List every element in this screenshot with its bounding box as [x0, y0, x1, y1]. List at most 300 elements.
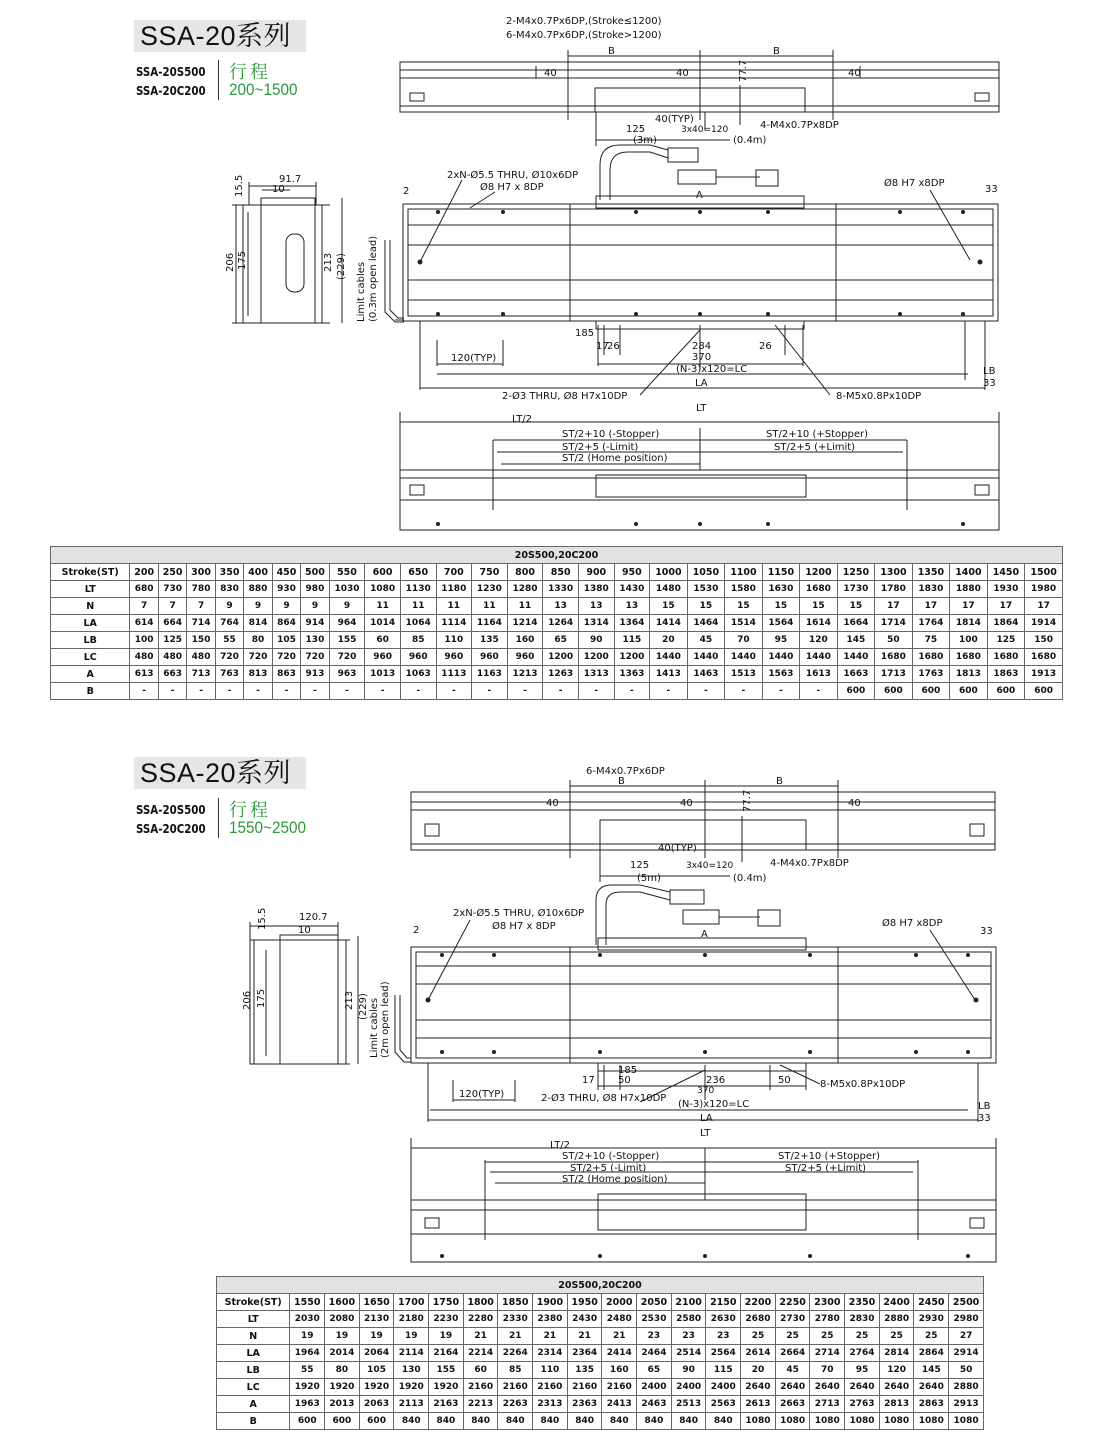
dim-width: 91.7 [279, 174, 302, 185]
dim-206: 206 [242, 990, 253, 1010]
table-row [217, 1362, 984, 1379]
table-cell: 11 [507, 598, 543, 615]
table-cell: - [215, 683, 243, 700]
table-cell: 2450 [914, 1294, 949, 1311]
table-cell: 2763 [845, 1396, 880, 1413]
table-cell: 160 [507, 632, 543, 649]
table-cell: 2780 [810, 1311, 845, 1328]
table-cell: 1600 [325, 1294, 360, 1311]
dim-home: ST/2 (Home position) [562, 1174, 668, 1185]
table-cell: 2764 [845, 1345, 880, 1362]
note-thru3: 2-Ø3 THRU, Ø8 H7x10DP [502, 391, 628, 402]
table-cell: 1063 [400, 666, 436, 683]
table-cell: 155 [329, 632, 365, 649]
table-cell: 1080 [949, 1413, 984, 1430]
table-cell: 450 [272, 564, 300, 581]
table-cell: 19 [325, 1328, 360, 1345]
table-cell: - [130, 683, 158, 700]
tap-4m4: 4-M4x0.7Px8DP [760, 120, 839, 131]
table-cell: 1630 [762, 581, 800, 598]
table-cell: 980 [301, 581, 329, 598]
dim-40-left: 40 [544, 68, 557, 79]
table-cell: 2250 [775, 1294, 810, 1311]
table-cell: 1530 [687, 581, 725, 598]
table-cell: 130 [301, 632, 329, 649]
table-cell: 2713 [810, 1396, 845, 1413]
table-cell: 1680 [950, 649, 988, 666]
table-cell: 1830 [912, 581, 950, 598]
dim-lt2: LT/2 [550, 1140, 571, 1151]
table-cell: 1614 [800, 615, 838, 632]
row-label: LC [51, 649, 130, 666]
table-row [217, 1328, 984, 1345]
dim-40-left: 40 [546, 798, 559, 809]
table-cell: 960 [365, 649, 401, 666]
cable-label-2: (0.3m open lead) [368, 235, 379, 322]
table-cell: 550 [329, 564, 365, 581]
table-cell: 1514 [725, 615, 763, 632]
table-cell: 19 [290, 1328, 325, 1345]
table-cell: 1080 [810, 1413, 845, 1430]
table-cell: 1300 [875, 564, 913, 581]
table-cell: 1914 [1025, 615, 1063, 632]
table-cell: 1080 [775, 1413, 810, 1430]
table-cell: 19 [394, 1328, 429, 1345]
table-cell: 730 [158, 581, 186, 598]
table-cell: 1440 [687, 649, 725, 666]
table-cell: 2150 [706, 1294, 741, 1311]
table-cell: 2030 [290, 1311, 325, 1328]
stroke-label: 行程 [229, 800, 271, 820]
table-cell: 17 [875, 598, 913, 615]
dim-175: 175 [256, 988, 267, 1008]
table-cell: 2864 [914, 1345, 949, 1362]
table-cell: 100 [950, 632, 988, 649]
table-cell: 45 [687, 632, 725, 649]
dim-stop-minus: ST/2+10 (-Stopper) [562, 429, 660, 440]
table-cell: 2264 [498, 1345, 533, 1362]
table-cell: 130 [394, 1362, 429, 1379]
table-cell: 1713 [875, 666, 913, 683]
table-cell: 2363 [567, 1396, 602, 1413]
table-cell: 764 [215, 615, 243, 632]
table-cell: 21 [602, 1328, 637, 1345]
table-row [217, 1345, 984, 1362]
row-label: LA [51, 615, 130, 632]
table-cell: 1000 [650, 564, 688, 581]
table-cell: 1430 [614, 581, 650, 598]
table-cell: 1920 [359, 1379, 394, 1396]
dim-lb: LB [978, 1101, 991, 1112]
table-cell: 9 [329, 598, 365, 615]
model-20s500: SSA-20S500 [136, 64, 206, 79]
table-cell: 1730 [837, 581, 875, 598]
table-cell: 2530 [637, 1311, 672, 1328]
table-cell: 25 [775, 1328, 810, 1345]
table-cell: 100 [130, 632, 158, 649]
model-20c200: SSA-20C200 [136, 83, 206, 98]
dim-33-bottom: 33 [978, 1113, 991, 1124]
table-cell: 700 [436, 564, 472, 581]
table-cell: 135 [567, 1362, 602, 1379]
table-cell: 2640 [845, 1379, 880, 1396]
dim-50a: 50 [618, 1075, 631, 1086]
table-cell: 1963 [290, 1396, 325, 1413]
cable-label-1: Limit cables [369, 997, 380, 1058]
table-cell: 600 [837, 683, 875, 700]
table-cell: - [436, 683, 472, 700]
table-cell: 2514 [671, 1345, 706, 1362]
table-cell: 2400 [671, 1379, 706, 1396]
table-cell: 45 [775, 1362, 810, 1379]
table-cell: 1750 [429, 1294, 464, 1311]
dim-229: (229) [336, 253, 347, 280]
table-cell: 25 [879, 1328, 914, 1345]
table-cell: - [687, 683, 725, 700]
table-cell: 2213 [463, 1396, 498, 1413]
table-cell: 960 [400, 649, 436, 666]
table-cell: 115 [614, 632, 650, 649]
table-cell: 2280 [463, 1311, 498, 1328]
table-cell: 2813 [879, 1396, 914, 1413]
table-cell: 750 [472, 564, 508, 581]
table-cell: 25 [914, 1328, 949, 1345]
table-cell: 65 [543, 632, 579, 649]
table-cell: 1440 [837, 649, 875, 666]
table-cell: 21 [498, 1328, 533, 1345]
table-cell: 1550 [290, 1294, 325, 1311]
table-cell: 2413 [602, 1396, 637, 1413]
table-cell: 2160 [533, 1379, 568, 1396]
table-cell: 1163 [472, 666, 508, 683]
table-cell: 60 [365, 632, 401, 649]
table-cell: 850 [543, 564, 579, 581]
table-cell: 2640 [741, 1379, 776, 1396]
dim-stop-plus: ST/2+10 (+Stopper) [778, 1151, 880, 1162]
table-cell: 2100 [671, 1294, 706, 1311]
table-cell: 15 [837, 598, 875, 615]
dim-40-right: 40 [848, 798, 861, 809]
table-cell: 150 [187, 632, 215, 649]
table-cell: 2160 [567, 1379, 602, 1396]
table-cell: 2314 [533, 1345, 568, 1362]
table-cell: 1200 [614, 649, 650, 666]
table-cell: 2930 [914, 1311, 949, 1328]
dim-limit-plus: ST/2+5 (+Limit) [774, 442, 856, 453]
table-cell: 1080 [741, 1413, 776, 1430]
dim-lc: (N-3)x120=LC [676, 364, 748, 375]
table-cell: 960 [436, 649, 472, 666]
table-cell: 9 [244, 598, 272, 615]
table-cell: 720 [215, 649, 243, 666]
table-cell: 1863 [987, 666, 1025, 683]
table-cell: 155 [429, 1362, 464, 1379]
dim-stop-plus: ST/2+10 (+Stopper) [766, 429, 868, 440]
table-cell: 2563 [706, 1396, 741, 1413]
table-cell: 23 [706, 1328, 741, 1345]
stroke-range: 1550~2500 [229, 818, 307, 837]
table-cell: 780 [187, 581, 215, 598]
table-cell: 1763 [912, 666, 950, 683]
table-cell: - [725, 683, 763, 700]
table-cell: 145 [914, 1362, 949, 1379]
table-cell: 840 [706, 1413, 741, 1430]
table-cell: 480 [130, 649, 158, 666]
dim-33-top: 33 [980, 926, 993, 937]
table-cell: 1380 [578, 581, 614, 598]
row-label: LB [217, 1362, 290, 1379]
dim-2: 2 [413, 925, 420, 936]
table-cell: 650 [400, 564, 436, 581]
table-cell: 2663 [775, 1396, 810, 1413]
dim-b-left: B [618, 776, 625, 787]
table-cell: 2080 [325, 1311, 360, 1328]
table-row [217, 1413, 984, 1430]
cable-short: (0.4m) [733, 873, 767, 884]
table-cell: - [272, 683, 300, 700]
table-cell: 600 [1025, 683, 1063, 700]
table-cell: 125 [158, 632, 186, 649]
note-m5: 8-M5x0.8Px10DP [820, 1079, 906, 1090]
table-row [217, 1396, 984, 1413]
row-label: N [217, 1328, 290, 1345]
table-cell: 17 [950, 598, 988, 615]
table-row [51, 632, 1063, 649]
table-cell: 1050 [687, 564, 725, 581]
table-cell: 1780 [875, 581, 913, 598]
note-h7b: Ø8 H7 x8DP [882, 918, 943, 929]
table-cell: 1563 [762, 666, 800, 683]
table-cell: 1463 [687, 666, 725, 683]
row-label: LT [217, 1311, 290, 1328]
table-cell: 145 [837, 632, 875, 649]
table-cell: 9 [215, 598, 243, 615]
table-cell: 85 [400, 632, 436, 649]
table-cell: 1813 [950, 666, 988, 683]
table-cell: 600 [912, 683, 950, 700]
table-cell: 2014 [325, 1345, 360, 1362]
dim-stop-minus: ST/2+10 (-Stopper) [562, 1151, 660, 1162]
table-cell: 90 [671, 1362, 706, 1379]
dim-10: 10 [272, 184, 285, 195]
table-cell: 1363 [614, 666, 650, 683]
table-cell: - [329, 683, 365, 700]
table-cell: 110 [533, 1362, 568, 1379]
table-cell: 1513 [725, 666, 763, 683]
dim-17: 17 [582, 1075, 595, 1086]
table-cell: 1800 [463, 1294, 498, 1311]
table-cell: 17 [912, 598, 950, 615]
row-label: B [217, 1413, 290, 1430]
table-cell: 2664 [775, 1345, 810, 1362]
table-cell: 2364 [567, 1345, 602, 1362]
table-cell: 663 [158, 666, 186, 683]
table-cell: 1414 [650, 615, 688, 632]
table-cell: 75 [912, 632, 950, 649]
dim-10: 10 [298, 925, 311, 936]
table-cell: 2230 [429, 1311, 464, 1328]
dim-15: 15.5 [234, 174, 245, 197]
table-cell: 2464 [637, 1345, 672, 1362]
section2-drawing [0, 740, 1105, 1270]
table-cell: 2430 [567, 1311, 602, 1328]
row-label: LT [51, 581, 130, 598]
table-cell: 1114 [436, 615, 472, 632]
table-cell: 1213 [507, 666, 543, 683]
table-cell: 1440 [725, 649, 763, 666]
row-label: Stroke(ST) [217, 1294, 290, 1311]
table-cell: 80 [244, 632, 272, 649]
table-cell: 2630 [706, 1311, 741, 1328]
table-row [51, 683, 1063, 700]
table-cell: 1764 [912, 615, 950, 632]
table-cell: 1400 [950, 564, 988, 581]
table-cell: 2313 [533, 1396, 568, 1413]
table-cell: 1864 [987, 615, 1025, 632]
table-cell: 1064 [400, 615, 436, 632]
table-cell: 1080 [365, 581, 401, 598]
table-cell: 15 [725, 598, 763, 615]
table-cell: 1680 [1025, 649, 1063, 666]
dim-3x40: 3x40=120 [686, 861, 734, 871]
table-cell: 2640 [879, 1379, 914, 1396]
dim-b-left: B [608, 46, 615, 57]
table-cell: 800 [507, 564, 543, 581]
table-cell: 2350 [845, 1294, 880, 1311]
table-cell: 1214 [507, 615, 543, 632]
table-cell: 1663 [837, 666, 875, 683]
table-cell: 1313 [578, 666, 614, 683]
table-cell: 2463 [637, 1396, 672, 1413]
table-cell: 55 [290, 1362, 325, 1379]
row-label: LB [51, 632, 130, 649]
table-cell: 1980 [1025, 581, 1063, 598]
table-cell: 1013 [365, 666, 401, 683]
table-cell: 60 [463, 1362, 498, 1379]
table-cell: 55 [215, 632, 243, 649]
table-cell: 1814 [950, 615, 988, 632]
model-20c200: SSA-20C200 [136, 821, 206, 836]
table-cell: 2680 [741, 1311, 776, 1328]
dim-370: 370 [697, 1086, 715, 1096]
table-cell: 25 [810, 1328, 845, 1345]
dim-185: 185 [618, 1065, 638, 1076]
table-cell: 1950 [567, 1294, 602, 1311]
table-cell: 1200 [800, 564, 838, 581]
table-cell: 1913 [1025, 666, 1063, 683]
table-cell: 960 [472, 649, 508, 666]
note-h7b: Ø8 H7 x8DP [884, 178, 945, 189]
table-cell: 2114 [394, 1345, 429, 1362]
table-cell: 15 [762, 598, 800, 615]
table-cell: 1714 [875, 615, 913, 632]
table-cell: 2880 [879, 1311, 914, 1328]
row-label: LC [217, 1379, 290, 1396]
table-cell: 400 [244, 564, 272, 581]
table-cell: 350 [215, 564, 243, 581]
table-cell: - [244, 683, 272, 700]
table-cell: 2380 [533, 1311, 568, 1328]
table-cell: 2113 [394, 1396, 429, 1413]
dim-370: 370 [692, 352, 712, 363]
table-cell: 2640 [914, 1379, 949, 1396]
table-cell: 50 [875, 632, 913, 649]
table-cell: 1200 [578, 649, 614, 666]
table-cell: 814 [244, 615, 272, 632]
table-cell: 1920 [429, 1379, 464, 1396]
table-cell: 2160 [463, 1379, 498, 1396]
dim-lb: LB [983, 366, 996, 377]
dim-77: 77.7 [738, 59, 749, 82]
table-cell: 2730 [775, 1311, 810, 1328]
table-cell: 964 [329, 615, 365, 632]
table-cell: 1200 [543, 649, 579, 666]
table-cell: 1100 [725, 564, 763, 581]
table-cell: 70 [725, 632, 763, 649]
table-cell: 900 [578, 564, 614, 581]
dim-b-right: B [773, 46, 780, 57]
table-cell: 1700 [394, 1294, 429, 1311]
table-cell: 960 [507, 649, 543, 666]
table-cell: 2180 [394, 1311, 429, 1328]
table-cell: 2400 [879, 1294, 914, 1311]
table-cell: 1920 [325, 1379, 360, 1396]
table-cell: 1014 [365, 615, 401, 632]
table-cell: 1080 [914, 1413, 949, 1430]
cable-short: (0.4m) [733, 135, 767, 146]
dim-33-top: 33 [985, 184, 998, 195]
dim-120typ: 120(TYP) [451, 353, 497, 364]
note-m4-le1200: 2-M4x0.7Px6DP,(Stroke≤1200) [506, 16, 662, 27]
dim-la: LA [700, 1113, 713, 1124]
table-row [51, 615, 1063, 632]
dim-175: 175 [237, 250, 248, 270]
table-cell: 2214 [463, 1345, 498, 1362]
table-cell: 1564 [762, 615, 800, 632]
table-cell: 863 [272, 666, 300, 683]
table-cell: 2200 [741, 1294, 776, 1311]
table-row [51, 649, 1063, 666]
table-cell: 720 [244, 649, 272, 666]
table-cell: - [614, 683, 650, 700]
table-row [51, 581, 1063, 598]
table-cell: 120 [800, 632, 838, 649]
table-cell: 1130 [400, 581, 436, 598]
table-cell: 115 [706, 1362, 741, 1379]
table-cell: 2160 [602, 1379, 637, 1396]
table-cell: 880 [244, 581, 272, 598]
table-cell: 600 [875, 683, 913, 700]
table-cell: 7 [187, 598, 215, 615]
dim-17: 17 [596, 341, 609, 352]
dim-213: 213 [344, 990, 355, 1010]
table-cell: - [543, 683, 579, 700]
table-cell: 2913 [949, 1396, 984, 1413]
table-cell: 600 [325, 1413, 360, 1430]
table-cell: 600 [987, 683, 1025, 700]
table-cell: 2640 [775, 1379, 810, 1396]
table-cell: 1680 [912, 649, 950, 666]
table-cell: 1030 [329, 581, 365, 598]
dim-125: 125 [626, 124, 646, 135]
dim-limit-minus: ST/2+5 (-Limit) [562, 442, 639, 453]
table-cell: 713 [187, 666, 215, 683]
table-cell: 13 [543, 598, 579, 615]
dim-77: 77.7 [742, 789, 753, 812]
table-cell: 21 [533, 1328, 568, 1345]
table-cell: - [158, 683, 186, 700]
table-row [217, 1294, 984, 1311]
